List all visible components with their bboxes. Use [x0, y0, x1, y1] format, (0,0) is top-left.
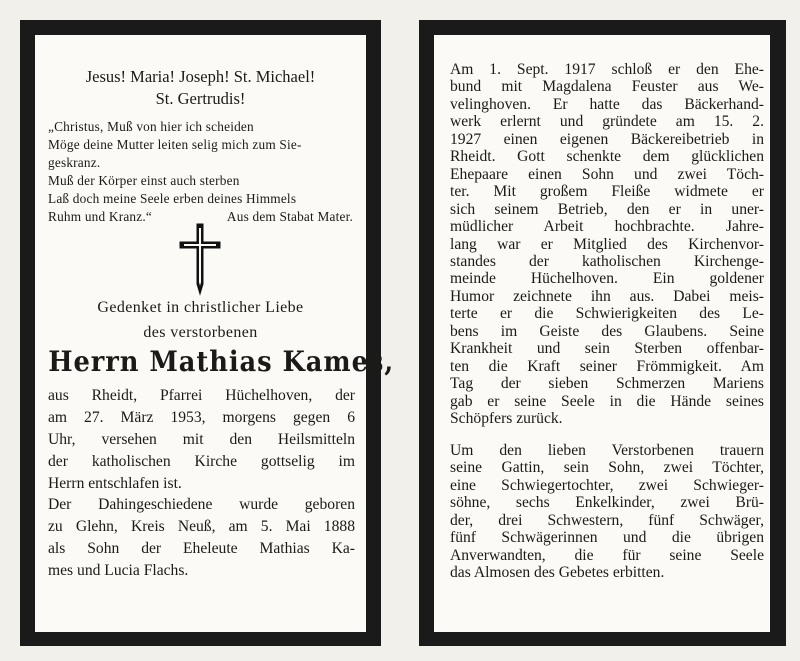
body-line: meinde Hüchelhoven. Ein goldener: [450, 270, 764, 288]
body-line: Uhr, versehen mit den Heilsmitteln: [48, 431, 355, 448]
right-card-border: [419, 20, 786, 646]
deceased-name: Herrn Mathias Kames,: [48, 345, 395, 378]
body-line: Krankheit und sein Sterben offenbar-: [450, 340, 764, 358]
poem-line: geskranz.: [48, 155, 101, 170]
body-line: müdlicher Arbeit hochbrachte. Jahre-: [450, 218, 764, 236]
body-line: söhne, sechs Enkelkinder, zwei Brü-: [450, 494, 764, 512]
body-line: Ehepaare einen Sohn und zwei Töch-: [450, 165, 764, 183]
body-line: mes und Lucia Flachs.: [48, 562, 189, 579]
body-line: velinghoven. Er hatte das Bäckerhand-: [450, 95, 764, 113]
body-line: terte er die Schwierigkeiten des Le-: [450, 305, 764, 323]
body-line: seine Gattin, sein Sohn, zwei Töchter,: [450, 459, 764, 477]
body-line: gab er seine Seele in die Hände seines: [450, 392, 764, 410]
cross-icon: [178, 222, 222, 296]
body-line: zu Glehn, Kreis Neuß, am 5. Mai 1888: [48, 518, 355, 535]
body-line: Um den lieben Verstorbenen trauern: [450, 442, 764, 459]
memorial-line: des verstorbenen: [143, 324, 258, 341]
body-line: Schöpfers zurück.: [450, 410, 563, 427]
body-line: Herrn entschlafen ist.: [48, 475, 182, 492]
body-line: werk erlernt und gründete am 15. 2.: [450, 113, 764, 131]
body-line: fünf Schwägerinnen und die übrigen: [450, 529, 764, 547]
poem-line: Möge deine Mutter leiten selig mich zum Sie-: [48, 137, 302, 152]
body-line: der katholischen Kirche gottselig im: [48, 453, 355, 470]
body-line: ter. Mit großem Fleiße widmete er: [450, 183, 764, 201]
poem-source: Aus dem Stabat Mater.: [226, 209, 353, 224]
body-line: sich seinem Betrieb, den er in uner-: [450, 200, 764, 218]
poem-line: Ruhm und Kranz.“: [48, 209, 153, 224]
left-card-page: [35, 35, 395, 632]
poem-line: „Christus, Muß von hier ich scheiden: [48, 119, 254, 134]
body-line: der, drei Schwestern, fünf Schwäger,: [450, 511, 764, 529]
body-line: lang war er Mitglied des Kirchenvor-: [450, 235, 764, 253]
body-line: 1927 einen eigenen Bäckereibetrieb in: [450, 130, 764, 148]
body-line: Tag der sieben Schmerzen Mariens: [450, 375, 764, 393]
invocation-line: St. Gertrudis!: [155, 89, 246, 108]
left-card-border: [20, 20, 395, 646]
body-line: Der Dahingeschiedene wurde geboren: [48, 496, 355, 513]
body-line: Rheidt. Gott schenkte dem glücklichen: [450, 148, 764, 166]
body-line: ten die Kraft seiner Frömmigkeit. Am: [450, 357, 764, 375]
body-line: aus Rheidt, Pfarrei Hüchelhoven, der: [48, 387, 355, 404]
body-line: bens im Geiste des Glaubens. Seine: [450, 322, 764, 340]
body-line: eine Schwiegertochter, zwei Schwieger-: [450, 476, 764, 494]
body-line: bund mit Magdalena Feuster aus We-: [450, 78, 764, 96]
invocation-line: Jesus! Maria! Joseph! St. Michael!: [85, 67, 316, 86]
right-card-page: [434, 35, 770, 632]
body-line: Humor zeichnete ihn aus. Dabei meis-: [450, 287, 764, 305]
body-line: Am 1. Sept. 1917 schloß er den Ehe-: [450, 61, 764, 78]
memorial-line: Gedenket in christlicher Liebe: [97, 299, 304, 316]
poem-line: Laß doch meine Seele erben deines Himmels: [48, 191, 297, 206]
body-line: das Almosen des Gebetes erbitten.: [450, 564, 665, 582]
body-line: standes der katholischen Kirchenge-: [450, 252, 764, 270]
body-line: am 27. März 1953, morgens gegen 6: [48, 409, 355, 426]
body-line: Anverwandten, die für seine Seele: [450, 546, 764, 564]
body-line: als Sohn der Eheleute Mathias Ka-: [48, 540, 355, 557]
poem-line: Muß der Körper einst auch sterben: [48, 173, 240, 188]
